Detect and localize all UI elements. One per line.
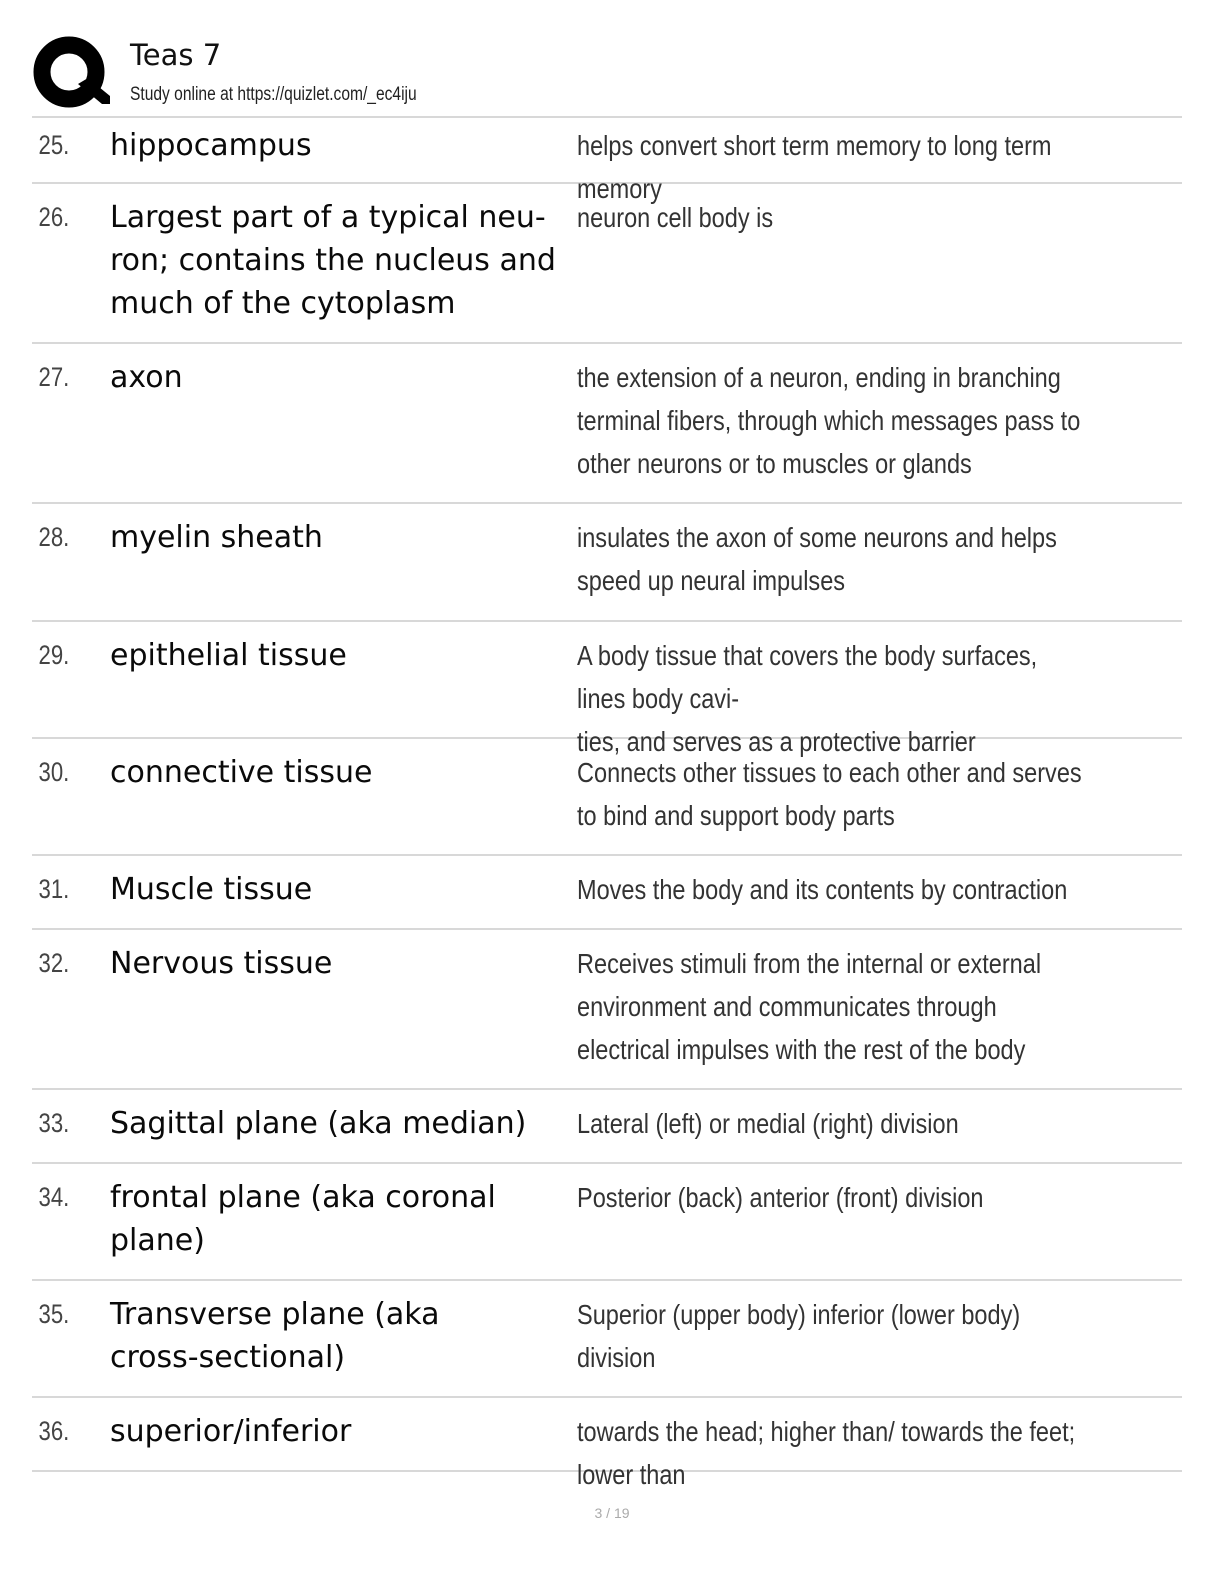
- card-number: 27.: [38, 362, 70, 392]
- quizlet-q-logo-icon: [32, 34, 110, 112]
- card-number: 26.: [38, 202, 70, 232]
- card-term: axon: [110, 360, 183, 395]
- flashcard-list: [32, 116, 1182, 1490]
- card-term: superior/inferior: [110, 1414, 352, 1449]
- card-number: 34.: [38, 1182, 70, 1212]
- card-row: [32, 622, 1182, 757]
- card-term: [110, 1176, 577, 1262]
- card-definition: helps convert short term memory to long term memory: [577, 130, 1052, 204]
- card-number: 31.: [38, 874, 70, 904]
- card-number: 35.: [38, 1299, 70, 1329]
- card-number: 32.: [38, 948, 70, 978]
- card-term: Sagittal plane (aka median): [110, 1106, 527, 1141]
- card-row: [32, 1398, 1182, 1490]
- card-row: [32, 856, 1182, 930]
- card-term: Nervous tissue: [110, 946, 333, 981]
- card-definition: Connects other tissues to each other and serves to bind and support body parts: [577, 757, 1082, 831]
- card-row: [32, 344, 1182, 504]
- card-term: Muscle tissue: [110, 872, 313, 907]
- card-definition: [577, 634, 1085, 763]
- page-header: [32, 30, 1192, 116]
- card-definition: Lateral (left) or medial (right) division: [577, 1108, 959, 1139]
- study-online-link[interactable]: Study online at https://quizlet.com/_ec4iju: [130, 84, 417, 105]
- card-term-text: Largest part of a typical neu- ron; contains the nucleus and much of the cytoplasm: [110, 200, 556, 321]
- card-row: [32, 1090, 1182, 1164]
- card-number: 33.: [38, 1108, 70, 1138]
- card-row: [32, 930, 1182, 1090]
- card-number: 36.: [38, 1416, 70, 1446]
- card-term: [110, 196, 577, 325]
- card-row: [32, 504, 1182, 622]
- page-number: 3 / 19: [594, 1505, 630, 1521]
- card-number: 25.: [38, 130, 70, 160]
- card-row: [32, 739, 1182, 856]
- card-definition-text: A body tissue that covers the body surfaces, lines body cavi- ties, and serves as a protective barrier: [577, 640, 1038, 757]
- card-number: 30.: [38, 757, 70, 787]
- card-term: epithelial tissue: [110, 638, 347, 673]
- card-definition: towards the head; higher than/ towards the feet; lower than: [577, 1416, 1076, 1490]
- deck-title: Teas 7: [130, 38, 222, 72]
- card-row: [32, 184, 1182, 344]
- card-definition: Moves the body and its contents by contraction: [577, 874, 1068, 905]
- card-term-text: frontal plane (aka coronal plane): [110, 1180, 496, 1258]
- card-definition: the extension of a neuron, ending in branching terminal fibers, through which messages pass to other neurons or to muscles or glands: [577, 362, 1081, 479]
- card-term: [110, 1293, 577, 1379]
- card-number: 28.: [38, 522, 70, 552]
- card-definition: neuron cell body is: [577, 202, 774, 233]
- card-definition: Receives stimuli from the internal or external environment and communicates through electrical impulses with the rest of the body: [577, 948, 1042, 1065]
- card-term: hippocampus: [110, 128, 312, 163]
- card-row: [32, 1281, 1182, 1398]
- card-definition: Posterior (back) anterior (front) division: [577, 1182, 984, 1213]
- card-definition: insulates the axon of some neurons and helps speed up neural impulses: [577, 522, 1057, 596]
- card-term: myelin sheath: [110, 520, 323, 555]
- card-term: connective tissue: [110, 755, 373, 790]
- card-number: 29.: [38, 640, 70, 670]
- card-row: [32, 118, 1182, 204]
- card-definition: Superior (upper body) inferior (lower body) division: [577, 1299, 1021, 1373]
- card-row: [32, 1164, 1182, 1281]
- card-term-text: Transverse plane (aka cross-sectional): [110, 1297, 440, 1375]
